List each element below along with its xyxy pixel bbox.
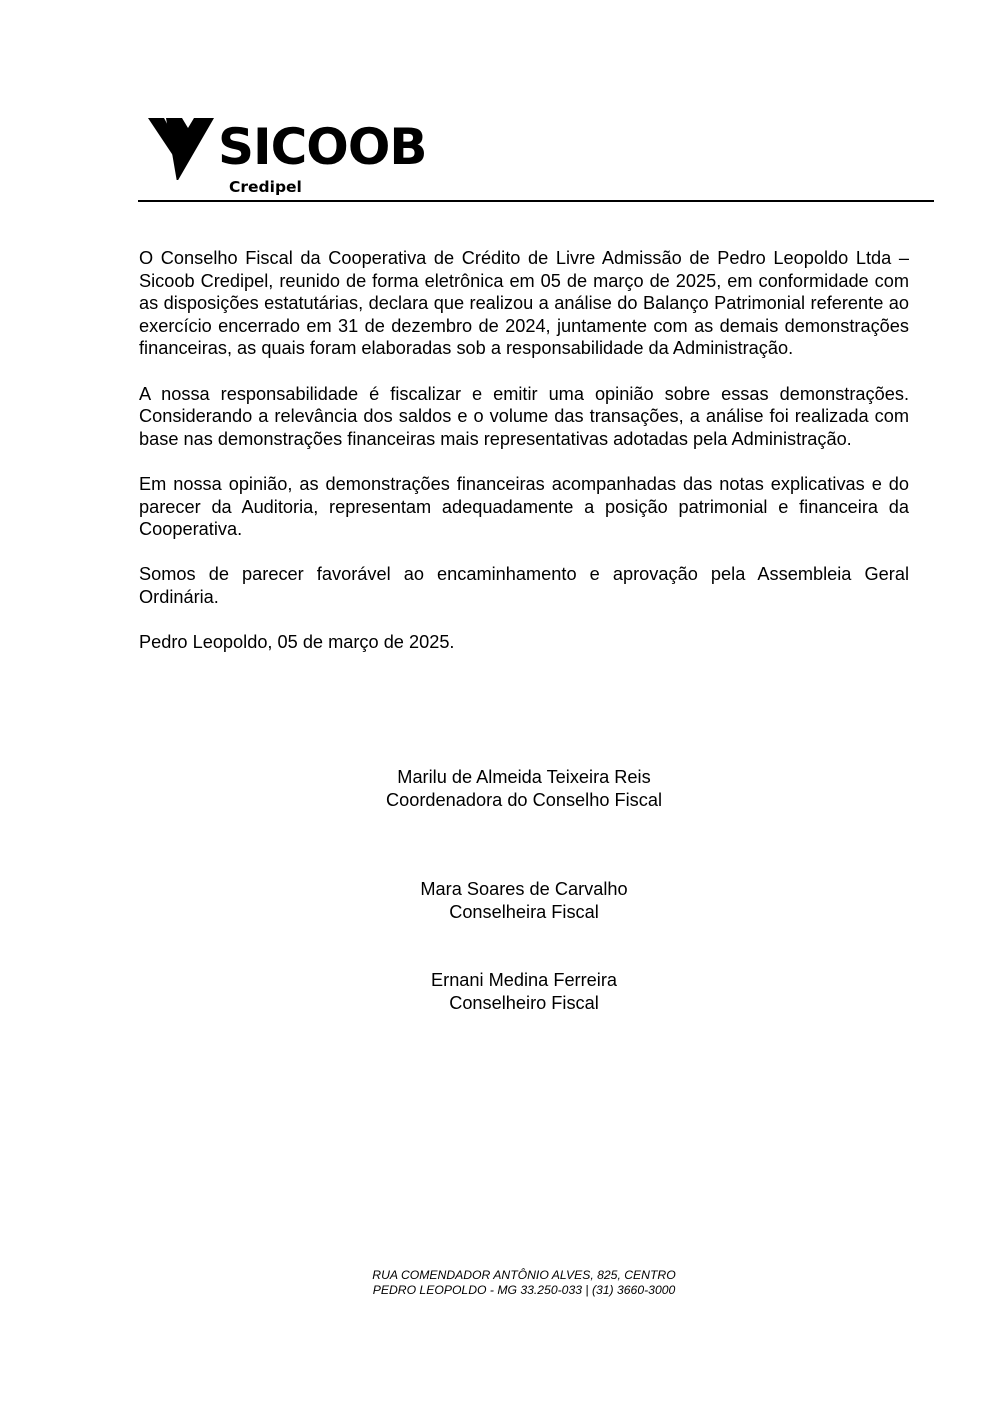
- signatory-role: Coordenadora do Conselho Fiscal: [385, 789, 662, 810]
- header-divider: [138, 200, 934, 202]
- signature-block-coordinator: [324, 766, 724, 811]
- document-body: [139, 247, 909, 676]
- logo-subtitle: Credipel: [229, 178, 302, 196]
- paragraph-opinion: Em nossa opinião, as demonstrações financeiras acompanhadas das notas explicativas e do parecer da Auditoria, representam adequadamente a posição patrimonial e financeira da Cooperativa.: [139, 473, 909, 540]
- paragraph-recommendation: Somos de parecer favorável ao encaminhamento e aprovação pela Assembleia Geral Ordinária.: [139, 564, 909, 607]
- signatory-name: Marilu de Almeida Teixeira Reis: [397, 767, 651, 787]
- logo-wordmark: SICOOB: [218, 118, 427, 176]
- signature-block-councillor-1: [324, 878, 724, 923]
- place-date: Pedro Leopoldo, 05 de março de 2025.: [139, 632, 455, 653]
- paragraph-opening: O Conselho Fiscal da Cooperativa de Crédito de Livre Admissão de Pedro Leopoldo Ltda – Sicoob Credipel, reunido de forma eletrônica em 05 de março de 2025, em conformidade com as disposições estatutárias, declara que realizou a análise do Balanço Patrimonial referente ao exercício encerrado em 31 de dezembro de 2024, juntamente com as demais demonstrações financeiras, as quais foram elaboradas sob a responsabilidade da Administração.: [139, 248, 909, 359]
- signatory-role: Conselheira Fiscal: [449, 901, 599, 922]
- letterhead: [138, 112, 934, 204]
- footer-address-line-1: RUA COMENDADOR ANTÔNIO ALVES, 825, CENTRO: [372, 1268, 676, 1282]
- sicoob-symbol-icon: [148, 116, 216, 180]
- paragraph-responsibility: A nossa responsabilidade é fiscalizar e emitir uma opinião sobre essas demonstrações. Considerando a relevância dos saldos e o volume das transações, a análise foi realizada com base nas demonstrações financeiras mais representativas adotadas pela Administração.: [139, 383, 909, 449]
- signatory-role: Conselheiro Fiscal: [449, 992, 599, 1013]
- sicoob-logo: [148, 116, 438, 196]
- footer-address: [324, 1268, 724, 1297]
- signature-block-councillor-2: [324, 969, 724, 1014]
- footer-address-line-2: PEDRO LEOPOLDO - MG 33.250-033 | (31) 3660-3000: [372, 1282, 676, 1297]
- signatory-name: Ernani Medina Ferreira: [431, 970, 617, 990]
- signatory-name: Mara Soares de Carvalho: [420, 879, 628, 899]
